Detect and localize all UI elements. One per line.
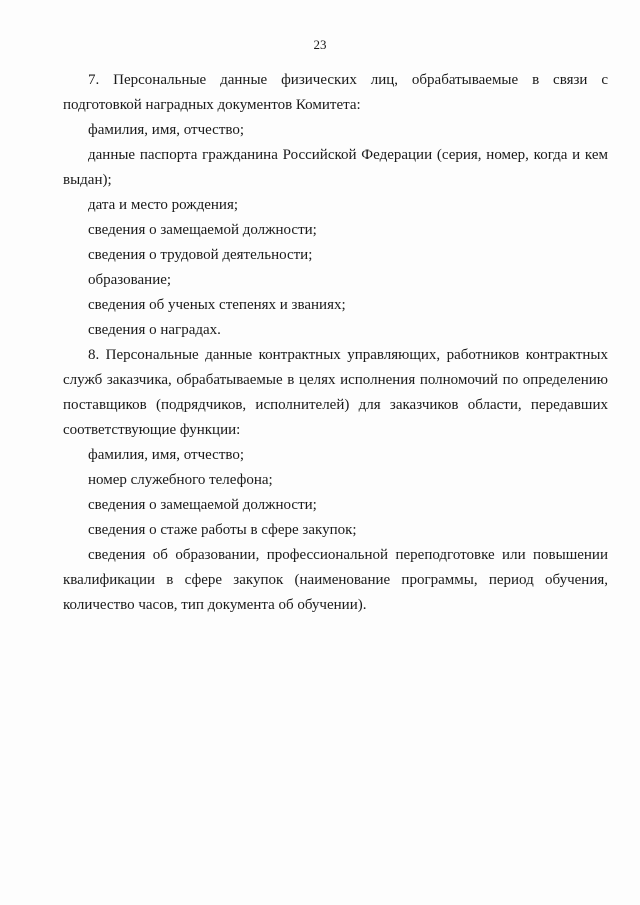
section-8-item-phone: номер служебного телефона; [88, 472, 273, 488]
section-7-heading: 7. Персональные данные физических лиц, обрабатываемые в связи с подготовкой наградных документов Комитета: [63, 72, 608, 113]
section-8-item-position: сведения о замещаемой должности; [88, 497, 317, 513]
section-8-heading: 8. Персональные данные контрактных управляющих, работников контрактных служб заказчика, обрабатываемые в целях исполнения полномочий по определению поставщиков (подрядчиков, исполнителей) для заказчиков области, передавших соответствующие функции: [63, 347, 608, 438]
section-7-item-education: образование; [88, 272, 172, 288]
section-7-item-full-name: фамилия, имя, отчество; [88, 122, 245, 138]
page-number: 23 [313, 37, 327, 52]
section-7-item-birth: дата и место рождения; [88, 197, 239, 213]
section-7-item-degrees: сведения об ученых степенях и званиях; [88, 297, 346, 313]
section-8-item-education: сведения об образовании, профессиональной переподготовке или повышении квалификации в сфере закупок (наименование программы, период обучения, количество часов, тип документа об обучении). [63, 547, 608, 613]
section-7-item-passport: данные паспорта гражданина Российской Федерации (серия, номер, когда и кем выдан); [63, 147, 608, 188]
section-7-item-position: сведения о замещаемой должности; [88, 222, 317, 238]
section-7-item-employment: сведения о трудовой деятельности; [88, 247, 313, 263]
section-8-item-experience: сведения о стаже работы в сфере закупок; [88, 522, 357, 538]
section-7-item-awards: сведения о наградах. [88, 322, 221, 338]
document-body [63, 68, 608, 618]
section-8-item-full-name: фамилия, имя, отчество; [88, 447, 245, 463]
